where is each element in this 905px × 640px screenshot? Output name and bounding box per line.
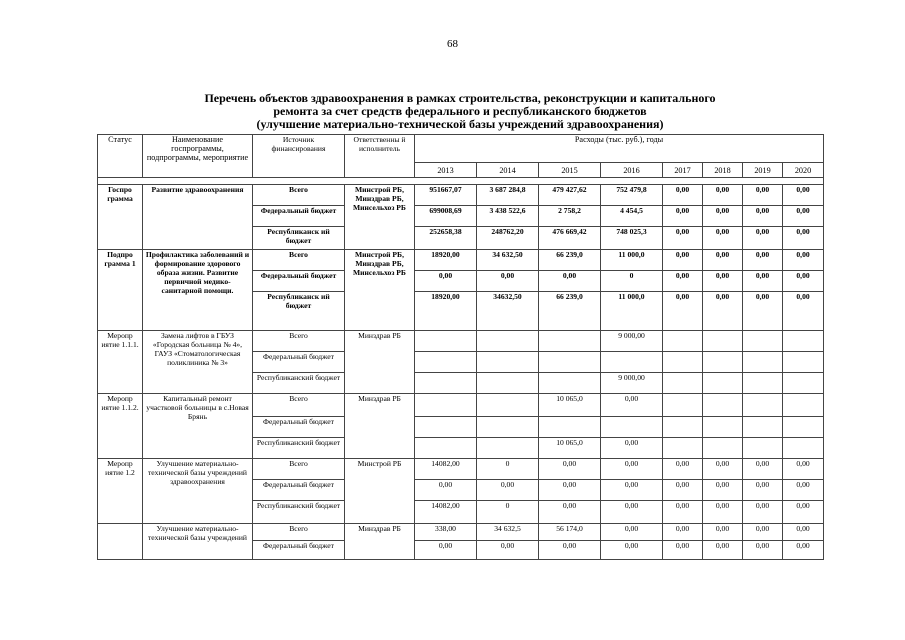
value-cell	[539, 352, 601, 373]
title-line-2: ремонта за счет средств федерального и республиканского бюджетов	[273, 104, 647, 118]
value-cell: 0	[477, 459, 539, 480]
header-responsible: Ответственны й исполнитель	[345, 135, 415, 178]
value-cell: 0,00	[663, 501, 703, 524]
value-cell	[539, 373, 601, 394]
value-cell	[783, 352, 824, 373]
value-cell: 14082,00	[415, 459, 477, 480]
value-cell: 3 438 522,6	[477, 206, 539, 227]
value-cell: 0	[601, 271, 663, 292]
header-source: Источник финансирования	[253, 135, 345, 178]
responsible-cell: Минздрав РБ	[345, 331, 415, 394]
value-cell: 10 065,0	[539, 394, 601, 417]
value-cell: 0,00	[783, 185, 824, 206]
value-cell: 0,00	[539, 480, 601, 501]
table-row	[98, 185, 824, 206]
value-cell: 0,00	[783, 541, 824, 560]
value-cell	[601, 352, 663, 373]
value-cell: 0,00	[743, 292, 783, 331]
value-cell: 0,00	[743, 185, 783, 206]
value-cell: 0,00	[601, 394, 663, 417]
value-cell: 0,00	[539, 541, 601, 560]
value-cell: 0,00	[601, 501, 663, 524]
status-cell: Меропр иятие 1.1.1.	[98, 331, 143, 394]
value-cell	[703, 331, 743, 352]
value-cell: 479 427,62	[539, 185, 601, 206]
source-cell: Всего	[253, 394, 345, 417]
value-cell	[477, 352, 539, 373]
responsible-cell: Минздрав РБ	[345, 394, 415, 459]
value-cell	[743, 373, 783, 394]
title-line-1: Перечень объектов здравоохранения в рамках строительства, реконструкции и капитального	[204, 91, 716, 105]
value-cell: 3 687 284,8	[477, 185, 539, 206]
value-cell: 748 025,3	[601, 227, 663, 250]
value-cell	[663, 417, 703, 438]
value-cell: 0,00	[601, 480, 663, 501]
facilities-table	[97, 134, 824, 560]
page-number: 68	[447, 38, 458, 50]
status-cell: Подпро грамма 1	[98, 250, 143, 331]
value-cell: 0,00	[703, 480, 743, 501]
value-cell: 0,00	[783, 524, 824, 541]
value-cell	[783, 394, 824, 417]
value-cell: 0,00	[539, 271, 601, 292]
value-cell	[415, 394, 477, 417]
value-cell: 0,00	[703, 501, 743, 524]
value-cell: 0,00	[743, 541, 783, 560]
value-cell: 34 632,50	[477, 250, 539, 271]
value-cell	[743, 394, 783, 417]
value-cell	[783, 331, 824, 352]
value-cell: 18920,00	[415, 250, 477, 271]
value-cell	[415, 417, 477, 438]
table-row	[98, 524, 824, 541]
value-cell: 0,00	[477, 541, 539, 560]
table-row	[98, 394, 824, 417]
value-cell	[415, 331, 477, 352]
value-cell: 0,00	[703, 292, 743, 331]
value-cell	[743, 417, 783, 438]
value-cell: 18920,00	[415, 292, 477, 331]
source-cell: Республиканск ий бюджет	[253, 292, 345, 331]
value-cell: 0,00	[743, 206, 783, 227]
value-cell	[783, 417, 824, 438]
value-cell: 0,00	[663, 185, 703, 206]
value-cell	[783, 373, 824, 394]
header-status: Статус	[98, 135, 143, 178]
value-cell: 14082,00	[415, 501, 477, 524]
value-cell: 0,00	[783, 480, 824, 501]
value-cell: 0,00	[601, 459, 663, 480]
title-line-3: (улучшение материально-технической базы учреждений здравоохранения)	[256, 117, 664, 131]
value-cell: 0,00	[703, 250, 743, 271]
source-cell: Федеральный бюджет	[253, 480, 345, 501]
value-cell	[477, 417, 539, 438]
name-cell: Улучшение материально-технической базы учреждений	[143, 524, 253, 560]
value-cell	[601, 417, 663, 438]
value-cell: 476 669,42	[539, 227, 601, 250]
value-cell	[703, 352, 743, 373]
value-cell: 0,00	[783, 250, 824, 271]
value-cell: 4 454,5	[601, 206, 663, 227]
value-cell: 66 239,0	[539, 292, 601, 331]
value-cell	[477, 331, 539, 352]
source-cell: Всего	[253, 185, 345, 206]
value-cell: 0,00	[415, 541, 477, 560]
value-cell: 10 065,0	[539, 438, 601, 459]
value-cell	[703, 438, 743, 459]
value-cell: 0,00	[663, 292, 703, 331]
value-cell	[663, 373, 703, 394]
value-cell: 0,00	[703, 206, 743, 227]
source-cell: Федеральный бюджет	[253, 541, 345, 560]
responsible-cell: Минздрав РБ	[345, 524, 415, 560]
value-cell: 0,00	[539, 501, 601, 524]
responsible-cell: Минстрой РБ, Минздрав РБ, Минсельхоз РБ	[345, 185, 415, 250]
source-cell: Федеральный бюджет	[253, 417, 345, 438]
table-row	[98, 459, 824, 480]
header-year: 2014	[477, 163, 539, 178]
name-cell: Капитальный ремонт участковой больницы в с.Новая Брянь	[143, 394, 253, 459]
value-cell: 11 000,0	[601, 292, 663, 331]
spacer-row	[98, 178, 824, 185]
value-cell	[477, 394, 539, 417]
value-cell	[477, 373, 539, 394]
value-cell: 0,00	[743, 459, 783, 480]
value-cell	[703, 394, 743, 417]
value-cell: 0,00	[601, 524, 663, 541]
value-cell: 752 479,8	[601, 185, 663, 206]
source-cell: Федеральный бюджет	[253, 206, 345, 227]
value-cell: 11 000,0	[601, 250, 663, 271]
value-cell: 0,00	[539, 459, 601, 480]
value-cell	[415, 438, 477, 459]
value-cell: 0,00	[703, 524, 743, 541]
source-cell: Республиканский бюджет	[253, 438, 345, 459]
status-cell	[98, 524, 143, 560]
source-cell: Республиканский бюджет	[253, 373, 345, 394]
value-cell	[663, 438, 703, 459]
value-cell: 248762,20	[477, 227, 539, 250]
header-year: 2015	[539, 163, 601, 178]
value-cell: 0,00	[783, 459, 824, 480]
source-cell: Всего	[253, 524, 345, 541]
value-cell: 0,00	[601, 541, 663, 560]
header-expenses: Расходы (тыс. руб.), годы	[415, 135, 824, 163]
value-cell: 2 758,2	[539, 206, 601, 227]
status-cell: Меропр иятие 1.1.2.	[98, 394, 143, 459]
value-cell: 0,00	[783, 271, 824, 292]
name-cell: Профилактика заболеваний и формирование здорового образа жизни. Развитие первичной медико-санитарной помощи.	[143, 250, 253, 331]
value-cell: 0,00	[743, 480, 783, 501]
header-year: 2020	[783, 163, 824, 178]
source-cell: Всего	[253, 459, 345, 480]
value-cell: 0,00	[477, 271, 539, 292]
value-cell	[477, 438, 539, 459]
value-cell: 0,00	[663, 250, 703, 271]
value-cell: 0,00	[783, 292, 824, 331]
value-cell	[415, 352, 477, 373]
status-cell: Меропр иятие 1.2	[98, 459, 143, 524]
header-year: 2016	[601, 163, 663, 178]
name-cell: Улучшение материально-технической базы учреждений здравоохранения	[143, 459, 253, 524]
value-cell: 0,00	[663, 541, 703, 560]
value-cell	[663, 331, 703, 352]
value-cell: 0,00	[743, 524, 783, 541]
value-cell	[783, 438, 824, 459]
source-cell: Всего	[253, 250, 345, 271]
value-cell: 0,00	[663, 271, 703, 292]
value-cell: 0	[477, 501, 539, 524]
value-cell: 0,00	[703, 459, 743, 480]
value-cell: 0,00	[783, 501, 824, 524]
value-cell: 0,00	[783, 227, 824, 250]
name-cell: Замена лифтов в ГБУЗ «Городская больница № 4», ГАУЗ «Стоматологическая поликлиника № 3»	[143, 331, 253, 394]
value-cell	[743, 438, 783, 459]
value-cell: 338,00	[415, 524, 477, 541]
responsible-cell: Минстрой РБ	[345, 459, 415, 524]
value-cell: 9 000,00	[601, 373, 663, 394]
header-year: 2017	[663, 163, 703, 178]
value-cell: 0,00	[415, 271, 477, 292]
value-cell: 0,00	[415, 480, 477, 501]
value-cell: 0,00	[703, 227, 743, 250]
value-cell	[743, 352, 783, 373]
value-cell: 0,00	[703, 185, 743, 206]
value-cell: 699008,69	[415, 206, 477, 227]
value-cell: 34632,50	[477, 292, 539, 331]
value-cell	[663, 352, 703, 373]
name-cell: Развитие здравоохранения	[143, 185, 253, 250]
value-cell	[539, 417, 601, 438]
value-cell: 56 174,0	[539, 524, 601, 541]
value-cell: 0,00	[663, 524, 703, 541]
table-row	[98, 331, 824, 352]
value-cell: 0,00	[477, 480, 539, 501]
value-cell: 0,00	[743, 227, 783, 250]
header-year: 2019	[743, 163, 783, 178]
source-cell: Республиканский бюджет	[253, 501, 345, 524]
value-cell: 0,00	[663, 480, 703, 501]
value-cell	[743, 331, 783, 352]
status-cell: Госпро грамма	[98, 185, 143, 250]
header-year: 2018	[703, 163, 743, 178]
value-cell: 0,00	[743, 501, 783, 524]
value-cell	[539, 331, 601, 352]
value-cell: 0,00	[601, 438, 663, 459]
value-cell: 252658,38	[415, 227, 477, 250]
document-title	[130, 92, 790, 131]
value-cell: 9 000,00	[601, 331, 663, 352]
header-year: 2013	[415, 163, 477, 178]
value-cell: 951667,07	[415, 185, 477, 206]
value-cell: 0,00	[743, 271, 783, 292]
value-cell	[703, 373, 743, 394]
value-cell	[415, 373, 477, 394]
value-cell: 0,00	[663, 459, 703, 480]
header-name: Наименование госпрограммы, подпрограммы, мероприятие	[143, 135, 253, 178]
value-cell	[703, 417, 743, 438]
value-cell: 0,00	[663, 227, 703, 250]
source-cell: Федеральный бюджет	[253, 352, 345, 373]
source-cell: Республиканск ий бюджет	[253, 227, 345, 250]
value-cell: 0,00	[743, 250, 783, 271]
value-cell: 0,00	[783, 206, 824, 227]
value-cell: 34 632,5	[477, 524, 539, 541]
source-cell: Федеральный бюджет	[253, 271, 345, 292]
value-cell: 0,00	[703, 271, 743, 292]
value-cell: 0,00	[663, 206, 703, 227]
value-cell	[663, 394, 703, 417]
responsible-cell: Минстрой РБ, Минздрав РБ, Минсельхоз РБ	[345, 250, 415, 331]
source-cell: Всего	[253, 331, 345, 352]
value-cell: 66 239,0	[539, 250, 601, 271]
table-row	[98, 250, 824, 271]
value-cell: 0,00	[703, 541, 743, 560]
